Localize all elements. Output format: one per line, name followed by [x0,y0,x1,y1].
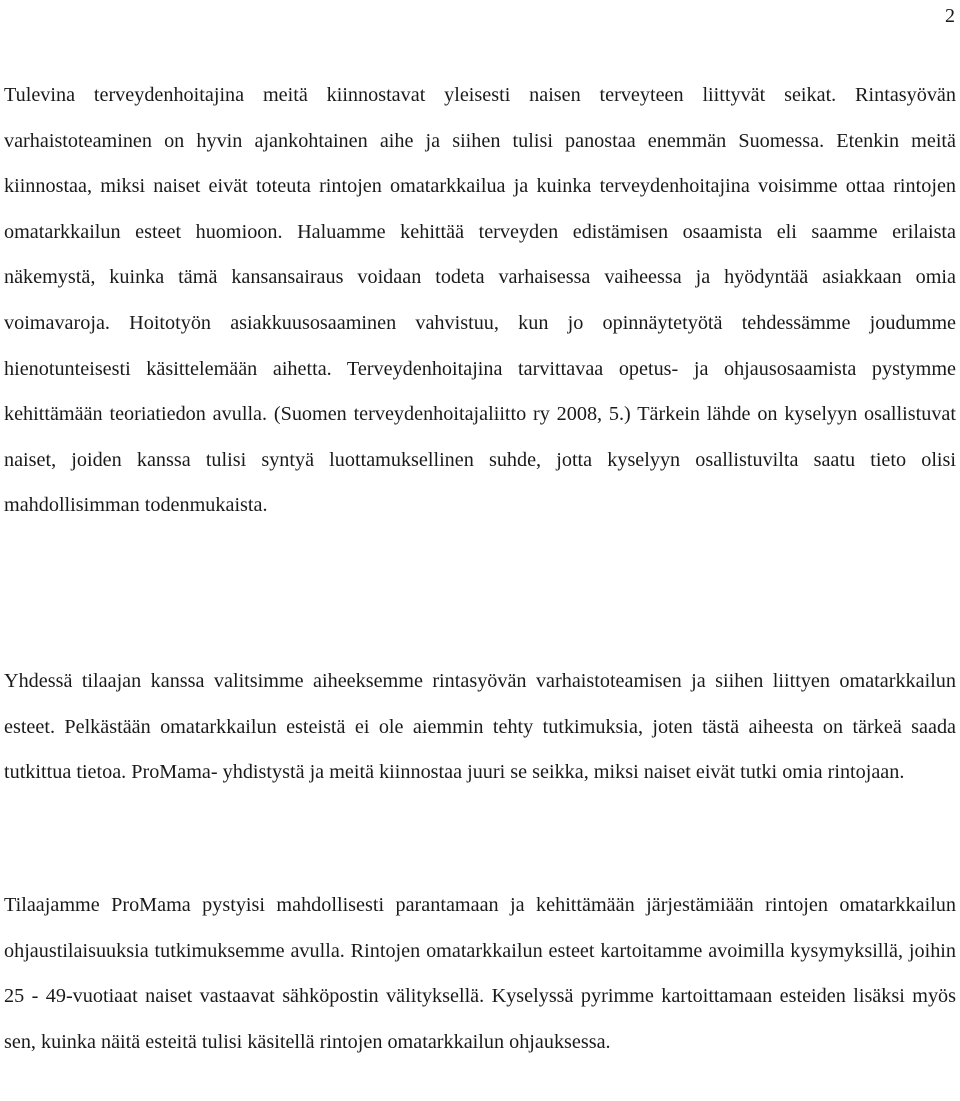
page-number: 2 [945,5,955,27]
paragraph-client-benefit: Tilaajamme ProMama pystyisi mahdollisesti parantamaan ja kehittämään järjestämiään rintojen omatarkkailun ohjaustilaisuuksia tutkimuksemme avulla. Rintojen omatarkkailun esteet kartoitamme avoimilla kysymyksillä, joihin 25 - 49-vuotiaat naiset vastaavat sähköpostin välityksellä. Kyselyssä pyrimme kartoittamaan esteiden lisäksi myös sen, kuinka näitä esteitä tulisi käsitellä rintojen omatarkkailun ohjauksessa. [4,894,956,1053]
paragraph-topic-choice: Yhdessä tilaajan kanssa valitsimme aiheeksemme rintasyövän varhaistoteamisen ja siihen liittyen omatarkkailun esteet. Pelkästään omatarkkailun esteistä ei ole aiemmin tehty tutkimuksia, joten tästä aiheesta on tärkeä saada tutkittua tietoa. ProMama- yhdistystä ja meitä kiinnostaa juuri se seikka, miksi naiset eivät tutki omia rintojaan. [4,670,956,784]
paragraph-motivation: Tulevina terveydenhoitajina meitä kiinnostavat yleisesti naisen terveyteen liittyvät seikat. Rintasyövän varhaistoteaminen on hyvin ajankohtainen aihe ja siihen tulisi panostaa enemmän Suomessa. Etenkin meitä kiinnostaa, miksi naiset eivät toteuta rintojen omatarkkailua ja kuinka terveydenhoitajina voisimme ottaa rintojen omatarkkailun esteet huomioon. Haluamme kehittää terveyden edistämisen osaamista eli saamme erilaista näkemystä, kuinka tämä kansansairaus voidaan todeta varhaisessa vaiheessa ja hyödyntää asiakkaan omia voimavaroja. Hoitotyön asiakkuusosaaminen vahvistuu, kun jo opinnäytetyötä tehdessämme joudumme hienotunteisesti käsittelemään aihetta. Terveydenhoitajina tarvittavaa opetus- ja ohjausosaamista pystymme kehittämään teoriatiedon avulla. (Suomen terveydenhoitajaliitto ry 2008, 5.) Tärkein lähde on kyselyyn osallistuvat naiset, joiden kanssa tulisi syntyä luottamuksellinen suhde, jotta kyselyyn osallistuvilta saatu tieto olisi mahdollisimman todenmukaista. [4,84,956,517]
